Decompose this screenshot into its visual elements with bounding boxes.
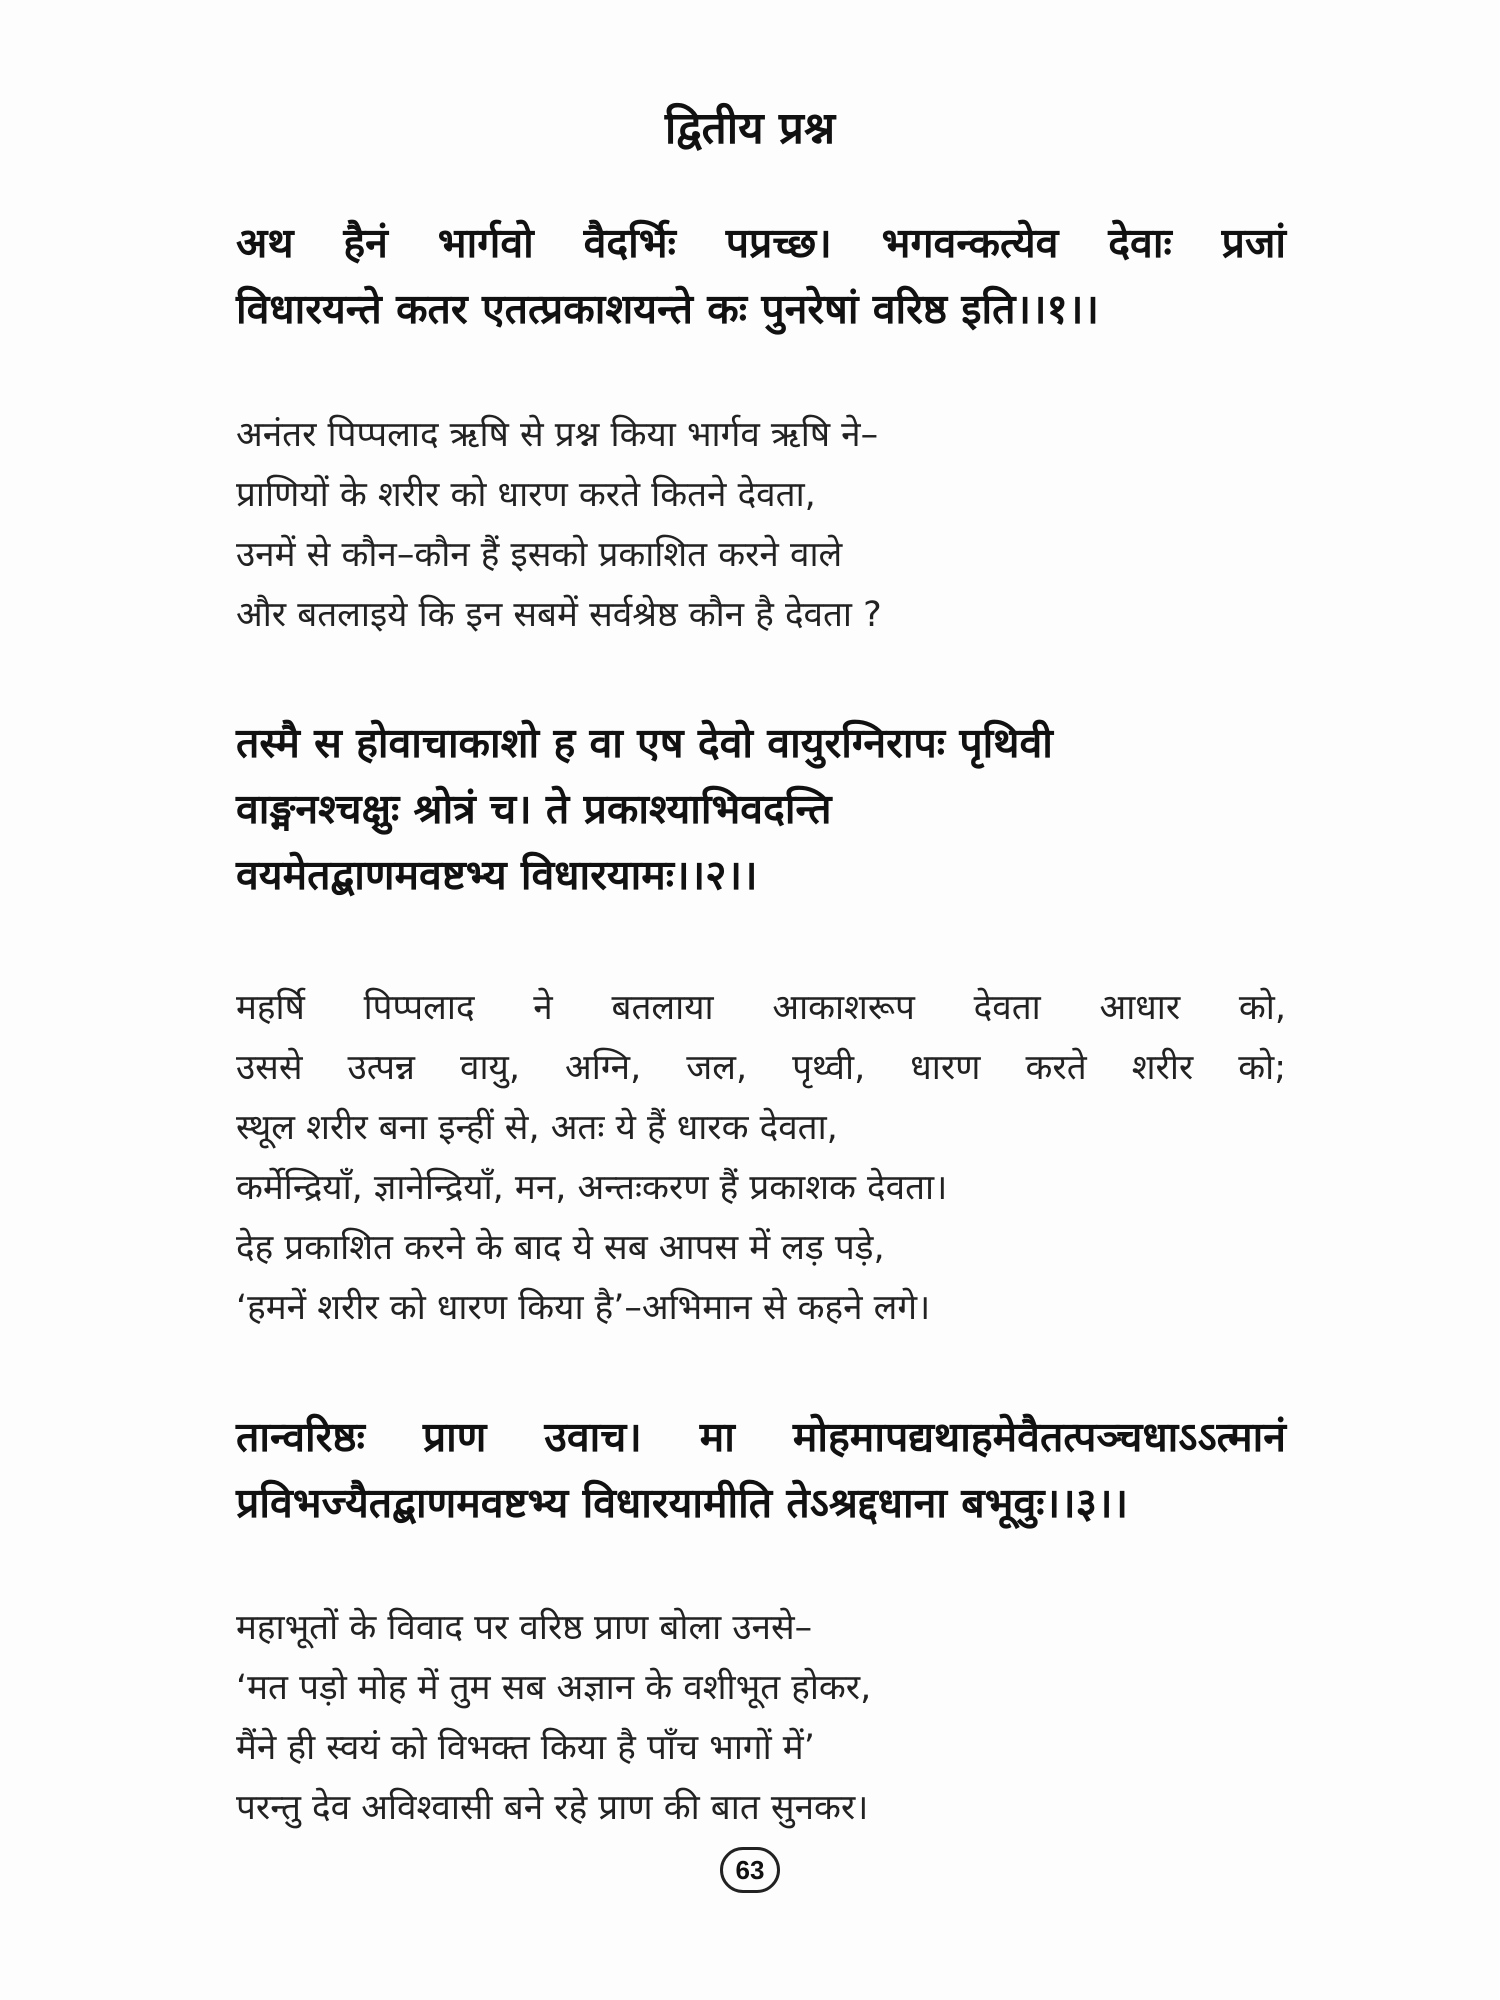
verse-line: अथ हैनं भार्गवो वैदर्भिः पप्रच्छ। भगवन्कत्येव देवाः प्रजां [236, 219, 1286, 267]
page-number: 63 [720, 1847, 780, 1893]
translation-line: महर्षि पिप्पलाद ने बतलाया आकाशरूप देवता आधार को, [236, 988, 1286, 1028]
translation-line: स्थूल शरीर बना इन्हीं से, अतः ये हैं धारक देवता, [236, 1108, 838, 1148]
translation-line: उससे उत्पन्न वायु, अग्नि, जल, पृथ्वी, धारण करते शरीर को; [236, 1048, 1286, 1088]
verse-line: विधारयन्ते कतर एतत्प्रकाशयन्ते कः पुनरेषां वरिष्ठ इति।।१।। [236, 285, 1099, 333]
translation-line: देह प्रकाशित करने के बाद ये सब आपस में लड़ पड़े, [236, 1228, 885, 1268]
verse-line: तान्वरिष्ठः प्राण उवाच। मा मोहमापद्यथाहमेवैतत्पञ्चधाऽऽत्मानं [236, 1413, 1286, 1461]
translation-line: महाभूतों के विवाद पर वरिष्ठ प्राण बोला उनसे– [236, 1608, 813, 1648]
translation-1 [236, 405, 1286, 645]
verse-3 [236, 1404, 1286, 1536]
verse-line: वाङ्मनश्चक्षुः श्रोत्रं च। ते प्रकाश्याभिवदन्ति [236, 785, 832, 833]
verse-2 [236, 710, 1286, 908]
translation-line: ‘हमनें शरीर को धारण किया है’–अभिमान से कहने लगे। [236, 1288, 931, 1328]
translation-3 [236, 1598, 1286, 1838]
verse-line: प्रविभज्यैतद्बाणमवष्टभ्य विधारयामीति तेऽश्रद्दधाना बभूवुः।।३।। [236, 1479, 1129, 1527]
translation-line: और बतलाइये कि इन सबमें सर्वश्रेष्ठ कौन है देवता ? [236, 595, 882, 635]
translation-line: प्राणियों के शरीर को धारण करते कितने देवता, [236, 475, 816, 515]
translation-line: उनमें से कौन–कौन हैं इसको प्रकाशित करने वाले [236, 535, 843, 575]
translation-line: ‘मत पड़ो मोह में तुम सब अज्ञान के वशीभूत होकर, [236, 1668, 872, 1708]
verse-1 [236, 210, 1286, 342]
translation-line: अनंतर पिप्पलाद ऋषि से प्रश्न किया भार्गव ऋषि ने– [236, 415, 879, 455]
translation-2 [236, 978, 1286, 1338]
translation-line: कर्मेन्द्रियाँ, ज्ञानेन्द्रियाँ, मन, अन्तःकरण हैं प्रकाशक देवता। [236, 1168, 948, 1208]
chapter-title: द्वितीय प्रश्न [664, 103, 836, 154]
translation-line: परन्तु देव अविश्वासी बने रहे प्राण की बात सुनकर। [236, 1788, 869, 1828]
verse-line: तस्मै स होवाचाकाशो ह वा एष देवो वायुरग्निरापः पृथिवी [236, 719, 1053, 767]
translation-line: मैंने ही स्वयं को विभक्त किया है पाँच भागों में’ [236, 1728, 815, 1768]
verse-line: वयमेतद्बाणमवष्टभ्य विधारयामः।।२।। [236, 851, 758, 899]
